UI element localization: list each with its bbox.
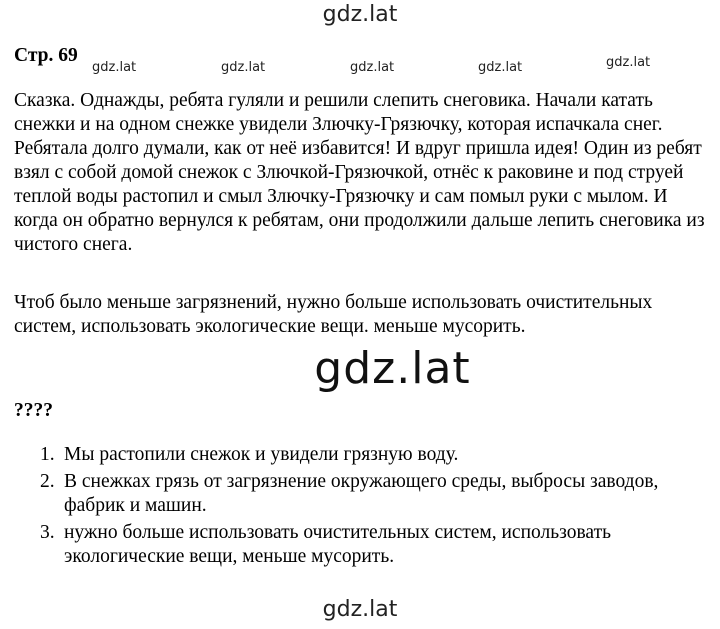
watermark-small: gdz.lat [92,60,137,75]
watermark-large: gdz.lat [314,343,471,394]
watermark-small: gdz.lat [350,60,395,75]
list-item [14,470,714,518]
conclusion-paragraph: Чтоб было меньше загрязнений, нужно больше использовать очистительных систем, использовать экологические вещи. меньше мусорить. [14,292,653,337]
list-item-text: В снежках грязь от загрязнение окружающего среды, выбросы заводов, фабрик и машин. [64,471,659,516]
answers-list [14,443,714,572]
list-item [14,443,714,467]
list-item [14,521,714,569]
list-item-text: нужно больше использовать очистительных систем, использовать экологические вещи, меньше мусорить. [64,522,611,567]
watermark-bottom: gdz.lat [322,597,398,622]
watermark-small: gdz.lat [221,60,266,75]
list-item-number: 1. [40,444,55,465]
page-heading: Стр. 69 [14,45,78,66]
watermark-top: gdz.lat [322,2,398,27]
watermark-small: gdz.lat [606,55,651,70]
list-item-number: 3. [40,522,55,543]
list-item-text: Мы растопили снежок и увидели грязную воду. [64,444,459,465]
story-paragraph: Сказка. Однажды, ребята гуляли и решили слепить снеговика. Начали катать снежки и на одном снежке увидели Злючку-Грязючку, которая испачкала снег. Ребятала долго думали, как от неё избавится! И вдруг пришла идея! Один из ребят взял с собой домой снежок с Злючкой-Грязючкой, отнёс к раковине и под струей теплой воды растопил и смыл Злючку-Грязючку и сам помыл руки с мылом. И когда он обратно вернулся к ребятам, они продолжили дальше лепить снеговика из чистого снега. [14,90,705,255]
watermark-small: gdz.lat [478,60,523,75]
questions-heading: ???? [14,400,53,421]
list-item-number: 2. [40,471,55,492]
